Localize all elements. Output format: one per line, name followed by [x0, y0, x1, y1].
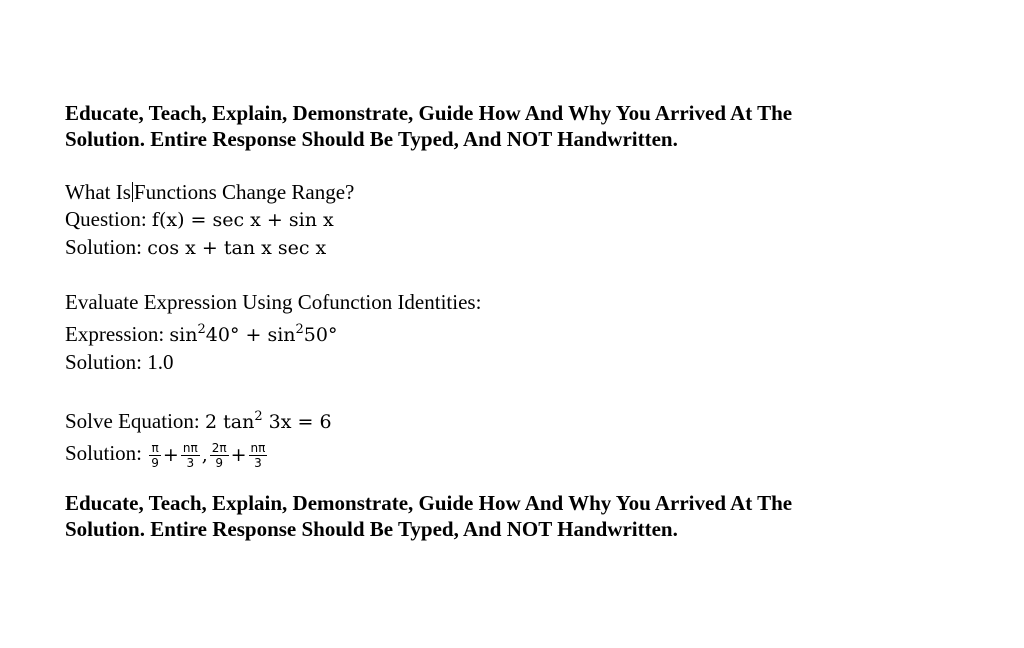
- section1-solution: [65, 234, 965, 262]
- comma: ,: [201, 444, 208, 467]
- section3-title: [65, 403, 965, 436]
- fraction-1-denominator: 9: [151, 455, 159, 470]
- fraction-1: [149, 441, 161, 470]
- expr-sup-a: 2: [197, 322, 206, 337]
- fraction-4-numerator: nπ: [250, 440, 266, 455]
- fraction-2-numerator: nπ: [182, 440, 198, 455]
- equation-math: [205, 411, 332, 433]
- expression-math: [169, 324, 337, 346]
- spacer: [65, 470, 965, 490]
- document-body: [65, 100, 965, 542]
- section1-title-part-b: Functions Change Range?: [133, 180, 355, 204]
- equation-title: Solve Equation:: [65, 409, 200, 433]
- fraction-4-denominator: 3: [254, 455, 262, 470]
- question-label: Question:: [65, 207, 147, 231]
- fraction-3-numerator: 2π: [211, 440, 227, 455]
- footer-instruction-line-1: Educate, Teach, Explain, Demonstrate, Guide How And Why You Arrived At The: [65, 491, 793, 515]
- footer-instruction-line-2: Solution. Entire Response Should Be Typed, And NOT Handwritten.: [65, 517, 678, 541]
- section2-title: Evaluate Expression Using Cofunction Identities:: [65, 290, 482, 314]
- fraction-1-numerator: π: [149, 441, 161, 456]
- solution-label: Solution:: [65, 441, 143, 465]
- spacer: [65, 262, 965, 289]
- expression-label: Expression:: [65, 322, 165, 346]
- expr-sin-a: sin: [169, 324, 198, 346]
- section1-title: [65, 179, 965, 206]
- equation-part-b: 3x = 6: [268, 411, 332, 433]
- header-instruction-line-2: Solution. Entire Response Should Be Typed, And NOT Handwritten.: [65, 127, 678, 151]
- question-expression: f(x) = sec x + sin x: [151, 209, 334, 231]
- header-instruction-line-1: Educate, Teach, Explain, Demonstrate, Guide How And Why You Arrived At The: [65, 101, 793, 125]
- equation-sup: 2: [254, 409, 263, 424]
- footer-instruction: [65, 490, 965, 542]
- fraction-3: [210, 441, 229, 470]
- equation-part-a: 2 tan: [205, 411, 255, 433]
- section1-title-part-a: What Is: [65, 180, 131, 204]
- section-cofunction: [65, 289, 965, 376]
- spacer: [65, 152, 965, 179]
- text-cursor: [132, 182, 133, 202]
- expr-sup-b: 2: [295, 322, 304, 337]
- plus-sign: +: [230, 444, 247, 467]
- expr-arg-b: 50°: [303, 324, 338, 346]
- plus-sign: +: [162, 444, 179, 467]
- fraction-4: [249, 441, 268, 470]
- solution-expression: cos x + tan x sec x: [147, 237, 327, 259]
- spacer: [65, 376, 965, 403]
- fraction-2-denominator: 3: [186, 455, 195, 470]
- section1-question: [65, 206, 965, 234]
- solution-value: 1.0: [147, 350, 174, 374]
- section3-solution: [65, 436, 965, 470]
- section2-expression: [65, 316, 965, 349]
- section-solve-equation: [65, 403, 965, 470]
- solution-label: Solution:: [65, 350, 143, 374]
- header-instruction: [65, 100, 965, 152]
- fraction-2: [181, 441, 200, 470]
- fraction-3-denominator: 9: [215, 455, 223, 470]
- section2-solution: [65, 349, 965, 376]
- section-functions-range: [65, 179, 965, 262]
- expr-arg-a: 40° + sin: [205, 324, 296, 346]
- solution-label: Solution:: [65, 235, 143, 259]
